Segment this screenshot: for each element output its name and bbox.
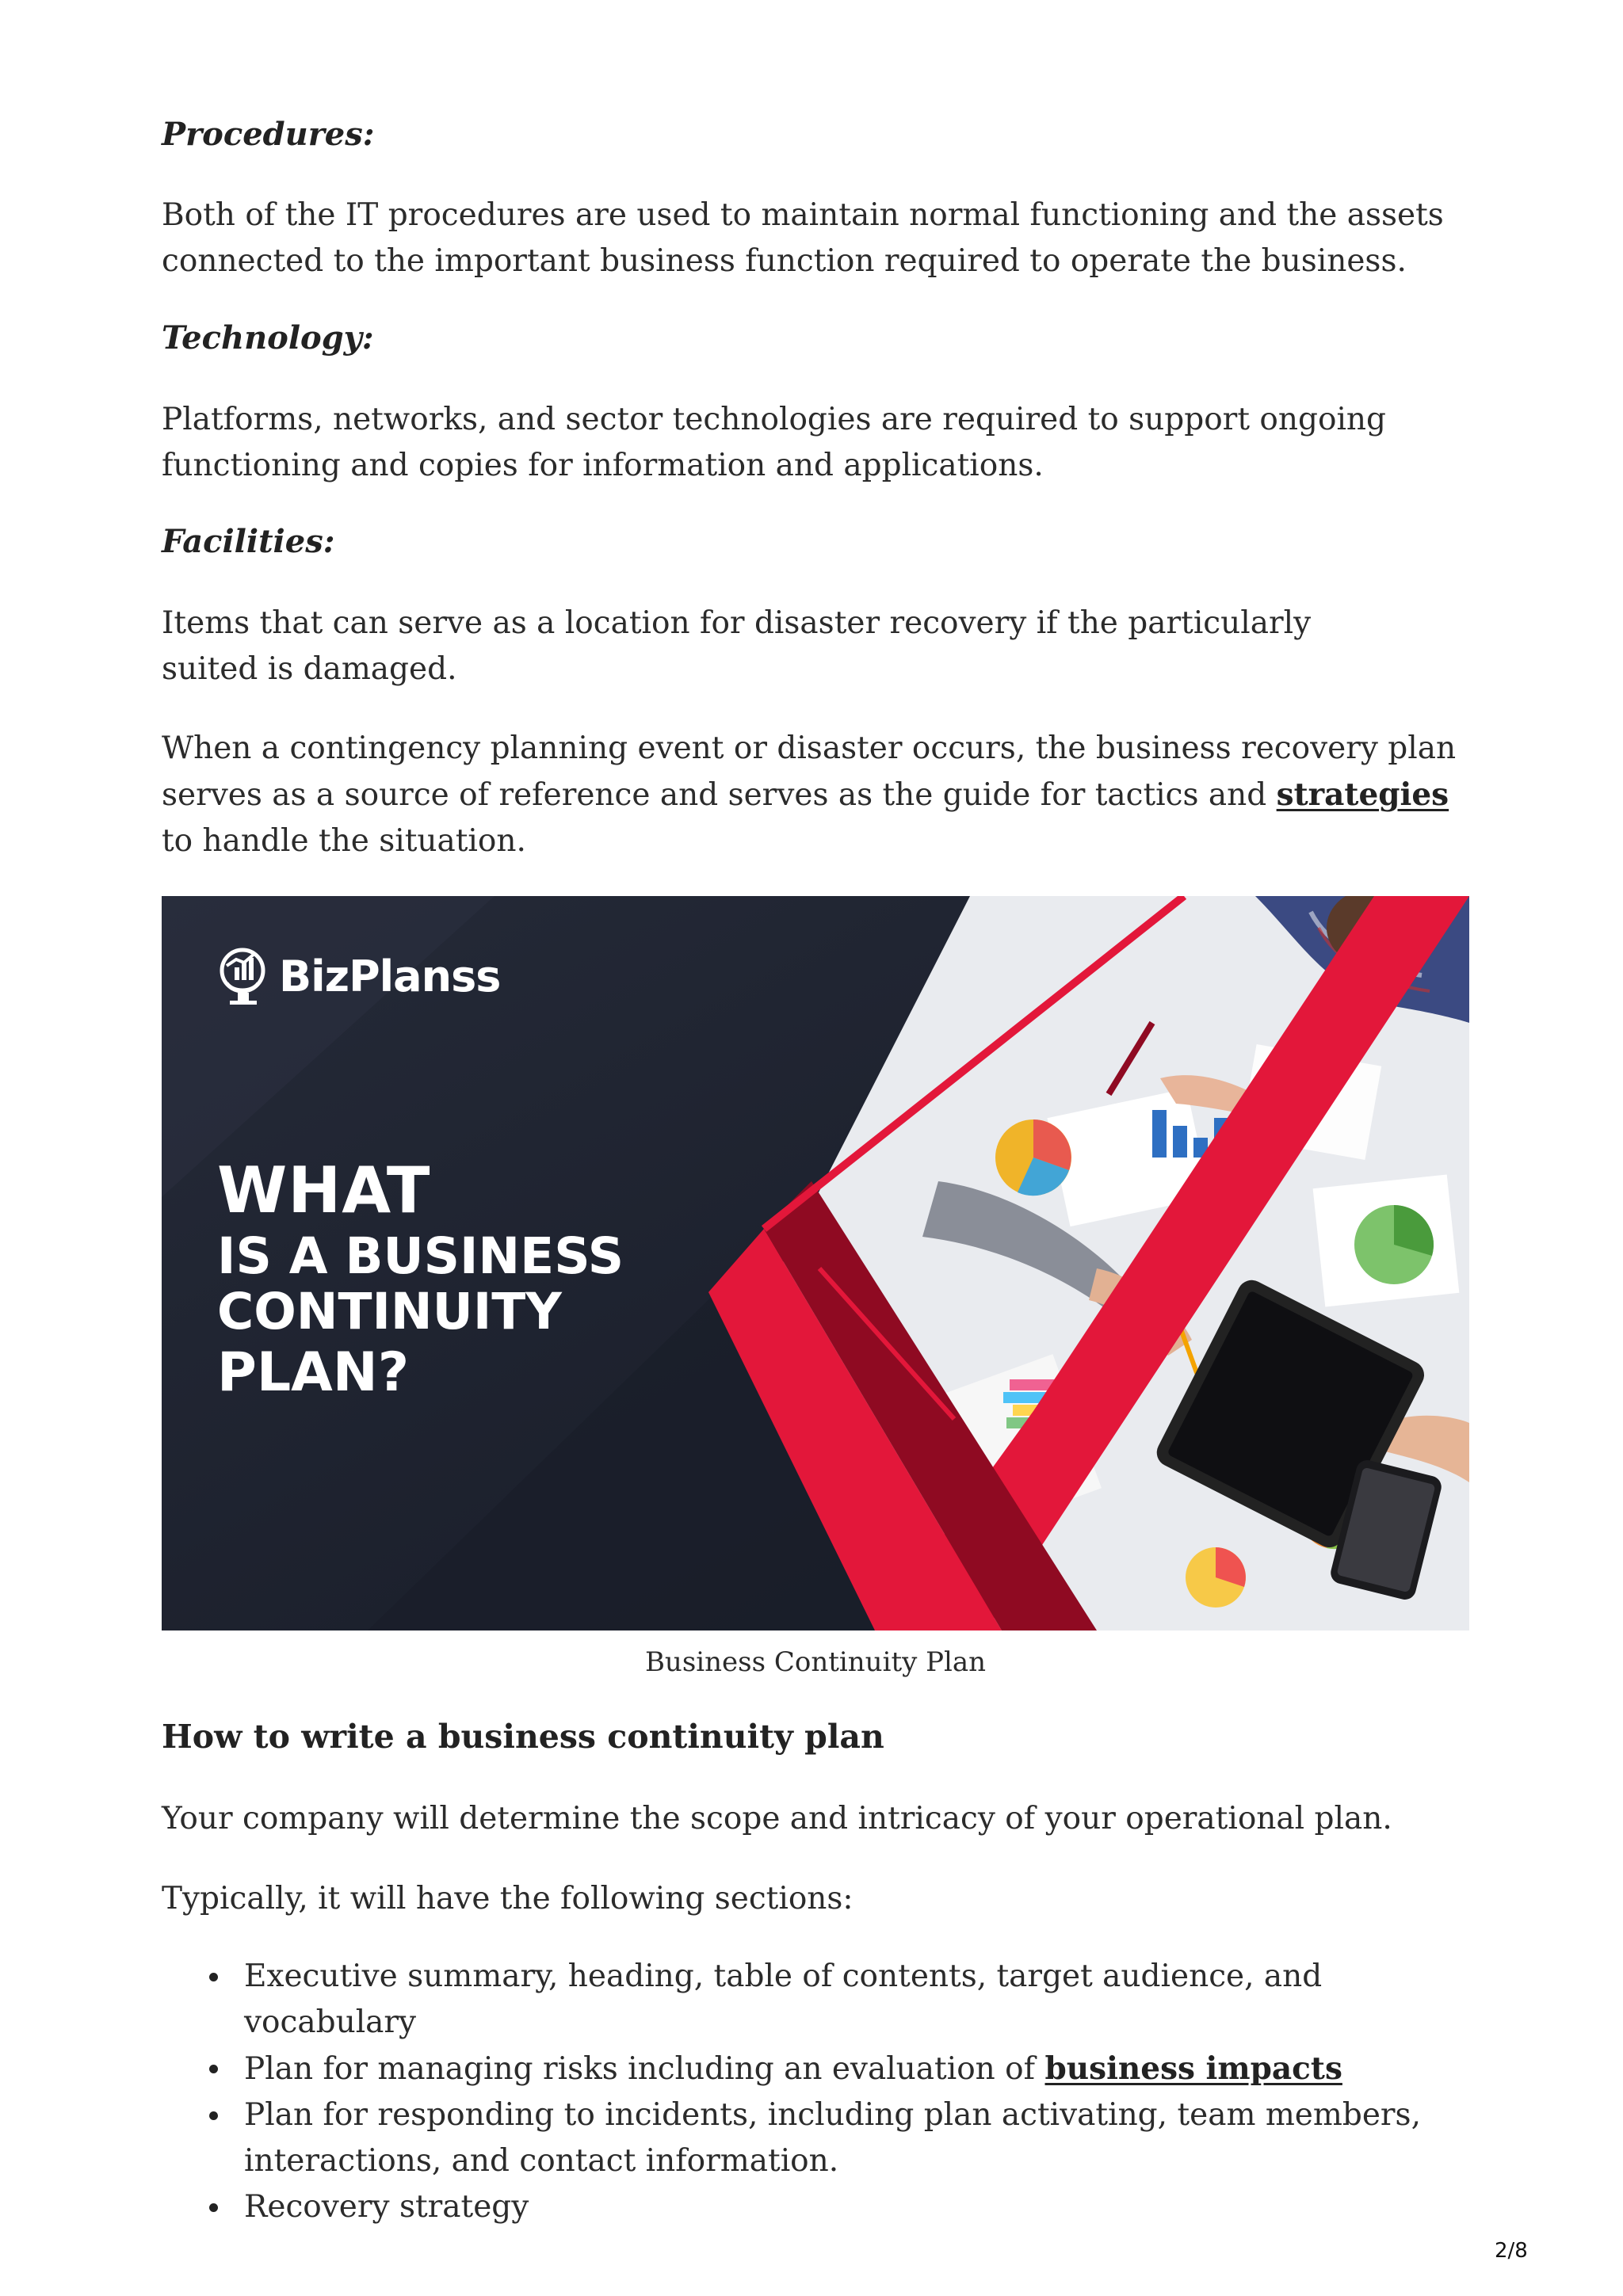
bizplanss-logo-text: BizPlanss xyxy=(279,952,501,1001)
list-item: Executive summary, heading, table of contents, target audience, and vocabulary xyxy=(244,1954,1469,2046)
heading-procedures: Procedures: xyxy=(162,116,375,153)
hero-title-line-3: CONTINUITY xyxy=(217,1283,562,1341)
heading-technology: Technology: xyxy=(162,319,374,357)
list-item: Recovery strategy xyxy=(244,2184,1469,2230)
image-caption: Business Continuity Plan xyxy=(644,1646,987,1678)
contingency-text-before: When a contingency planning event or disaster occurs, the business recovery plan serves as a source of reference and serves as the guide for tactics and xyxy=(162,730,1457,813)
list-item xyxy=(244,2046,1469,2092)
paragraph-facilities: Items that can serve as a location for disaster recovery if the particularly suited is damaged. xyxy=(162,605,1312,687)
paragraph-contingency xyxy=(162,726,1469,864)
hero-title-line-4: PLAN? xyxy=(217,1341,410,1405)
hero-title-line-2: IS A BUSINESS xyxy=(217,1227,624,1285)
list-item: Plan for responding to incidents, including plan activating, team members, interactions, and contact information. xyxy=(244,2092,1469,2184)
paragraph-technology: Platforms, networks, and sector technologies are required to support ongoing functioning and copies for information and applications. xyxy=(162,402,1386,483)
heading-facilities: Facilities: xyxy=(162,523,335,560)
bizplanss-logo-icon xyxy=(216,944,273,1007)
hero-title-line-1: WHAT xyxy=(217,1154,431,1227)
hero-title xyxy=(217,1154,624,1405)
page-number: 2/8 xyxy=(1495,2239,1528,2263)
sections-list xyxy=(162,1954,1469,2230)
business-impacts-link[interactable]: business impacts xyxy=(1044,2050,1342,2087)
contingency-text-after: to handle the situation. xyxy=(162,823,526,859)
paragraph-procedures: Both of the IT procedures are used to maintain normal functioning and the assets connected to the important business function required to operate the business. xyxy=(162,197,1444,279)
hero-image xyxy=(162,896,1469,1630)
heading-how-to-write: How to write a business continuity plan xyxy=(162,1718,884,1756)
paragraph-scope: Your company will determine the scope and intricacy of your operational plan. xyxy=(162,1801,1392,1836)
list-item-text: Plan for managing risks including an evaluation of xyxy=(244,2051,1045,2087)
paragraph-sections-lead: Typically, it will have the following sections: xyxy=(162,1881,854,1917)
strategies-link[interactable]: strategies xyxy=(1276,776,1449,813)
